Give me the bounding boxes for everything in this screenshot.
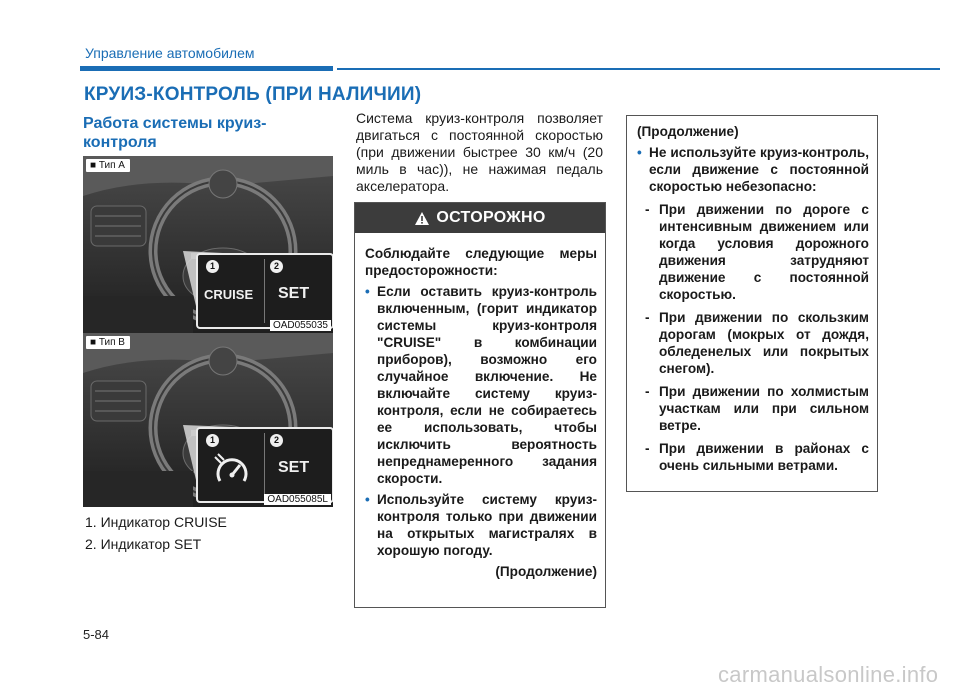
figure-code: OAD055085L — [264, 494, 331, 505]
warning-triangle-icon — [414, 211, 430, 226]
condition-item: - При движении по скользким дорогам (мокрых от дождя, обледенелых или покрытых снегом). — [645, 310, 869, 376]
panel-divider — [264, 433, 265, 497]
page-number: 5-84 — [83, 627, 110, 642]
indicator-panel — [196, 427, 333, 503]
bullet-icon: • — [365, 492, 370, 507]
marker-2: 2 — [270, 260, 283, 273]
set-indicator: SET — [278, 459, 310, 476]
sub-heading: Работа системы круиз-контроля — [83, 115, 267, 151]
marker-1: 1 — [206, 260, 219, 273]
marker-2: 2 — [270, 434, 283, 447]
warning-header — [355, 203, 605, 233]
bullet-icon: • — [637, 145, 642, 160]
legend-item-set: 2. Индикатор SET — [85, 536, 202, 552]
condition-item: - При движении в районах с очень сильными ветрами. — [645, 441, 869, 473]
type-b-label: ■ Тип B — [86, 336, 130, 349]
warning-content — [365, 245, 597, 580]
header-rule — [80, 66, 333, 71]
panel-divider — [264, 259, 265, 323]
type-a-label: ■ Тип A — [86, 159, 130, 172]
indicator-panel — [196, 253, 333, 329]
continuation-label: (Продолжение) — [637, 124, 739, 139]
continuation-box — [626, 115, 878, 492]
cruise-indicator: CRUISE — [204, 287, 254, 302]
continuation-content — [637, 123, 869, 474]
continuation-bullet: • Не используйте круиз-контроль, если движение с постоянной скоростью небезопасно: — [637, 145, 869, 194]
marker-1: 1 — [206, 434, 219, 447]
figure-type-b — [83, 333, 333, 507]
warning-intro: Соблюдайте следующие меры предосторожности: — [365, 246, 597, 278]
condition-item: - При движении по холмистым участкам или при сильном ветре. — [645, 384, 869, 433]
warning-title: ОСТОРОЖНО — [436, 209, 546, 226]
page-title: КРУИЗ-КОНТРОЛЬ (ПРИ НАЛИЧИИ) — [84, 84, 422, 105]
set-indicator: SET — [278, 285, 310, 302]
legend-item-cruise: 1. Индикатор CRUISE — [85, 514, 227, 530]
condition-item: - При движении по дороге с интенсивным движением или когда условия дорожного движения затрудняют движение с постоянной скоростью. — [645, 202, 869, 302]
intro-paragraph: Система круиз-контроля позволяет двигаться с постоянной скоростью (при движении быстрее 30 км/ч (20 миль в час)), не нажимая педаль акселератора. — [356, 110, 603, 194]
figure-code: OAD055035 — [270, 320, 331, 331]
warning-bullet: • Используйте систему круиз-контроля только при движении на открытых магистралях в хорошую погоду. — [365, 492, 597, 558]
section-header: Управление автомобилем — [85, 45, 255, 61]
warning-bullet: • Если оставить круиз-контроль включенным, (горит индикатор системы круиз-контроля "CRUISE" в комбинации приборов), возможно его случайное включение. Не включайте систему круиз-контроля, если не собираетесь ее использовать, чтобы исключить вероятность непреднамеренного задания скорости. — [365, 284, 597, 486]
cruise-speedometer-icon — [212, 451, 252, 491]
warning-box — [354, 202, 606, 608]
continued-label: (Продолжение) — [495, 564, 597, 579]
watermark: carmanualsonline.info — [718, 662, 939, 687]
figure-type-a — [83, 156, 333, 333]
bullet-icon: • — [365, 284, 370, 299]
header-rule-thin — [337, 68, 940, 70]
